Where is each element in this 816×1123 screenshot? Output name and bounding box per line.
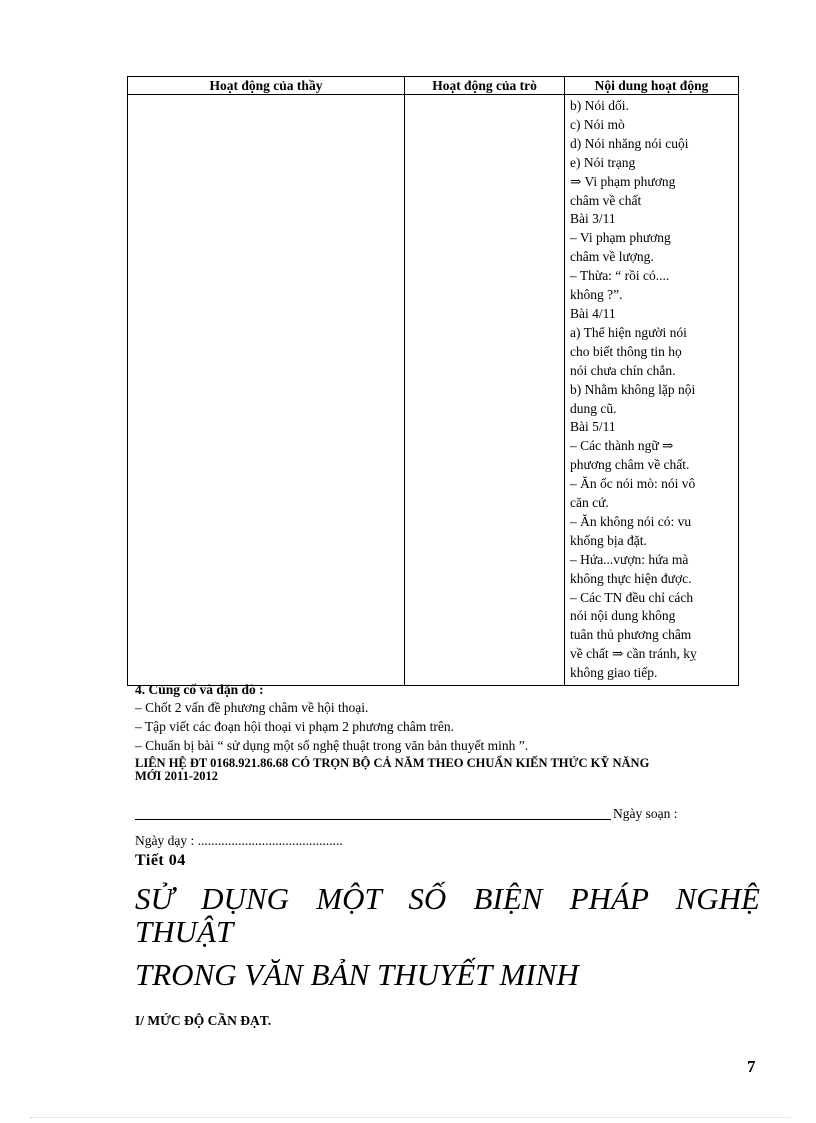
content-line: tuân thủ phương châm [570, 627, 692, 643]
period-number: Tiết 04 [135, 852, 186, 869]
content-line: nói nội dung không [570, 608, 676, 624]
objectives-heading: I/ MỨC ĐỘ CẦN ĐẠT. [135, 1013, 272, 1028]
content-line: cho biết thông tin họ [570, 343, 682, 359]
content-line: căn cứ. [570, 495, 609, 511]
lesson-title-line: SỬ DỤNG MỘT SỐ BIỆN PHÁP NGHỆ [135, 881, 760, 916]
contact-line: MỚI 2011-2012 [135, 769, 218, 783]
content-line: c) Nói mò [570, 116, 625, 132]
lesson-activity-table [127, 76, 739, 686]
content-line: châm về chất [570, 192, 642, 208]
content-line: châm về lượng. [570, 249, 654, 265]
contact-line: LIÊN HỆ ĐT 0168.921.86.68 CÓ TRỌN BỘ CẢ NĂM THEO CHUẨN KIẾN THỨC KỸ NĂNG [135, 756, 650, 770]
teacher-activity-cell [128, 95, 405, 686]
content-line: Bài 5/11 [570, 419, 616, 435]
content-line: – Ăn ốc nói mò: nói vô [570, 476, 696, 492]
table-header-row [128, 77, 739, 95]
content-line: b) Nhằm không lặp nội [570, 381, 696, 397]
activity-content-cell [565, 95, 739, 686]
teach-date-label: Ngày dạy : ........................................... [135, 833, 343, 848]
content-line: – Các TN đều chỉ cách [570, 589, 694, 605]
content-line: – Các thành ngữ ⇒ [570, 438, 674, 454]
header-activity-content: Nội dung hoạt động [565, 77, 739, 95]
content-line: – Ăn không nói có: vu [570, 513, 692, 529]
consolidation-item: – Chốt 2 vấn đề phương châm về hội thoại. [135, 700, 369, 715]
page-bottom-divider [30, 1117, 790, 1118]
contact-notice [135, 757, 765, 783]
content-line: không ?”. [570, 287, 623, 303]
prep-date-fill-line [135, 819, 611, 820]
page-number: 7 [747, 1057, 756, 1076]
content-line: không thực hiện được. [570, 570, 692, 586]
content-line: Bài 4/11 [570, 305, 616, 321]
content-line: d) Nói nhăng nói cuội [570, 135, 689, 151]
content-line: phương châm về chất. [570, 457, 690, 473]
content-line: a) Thể hiện người nói [570, 324, 687, 340]
content-line: không giao tiếp. [570, 665, 658, 681]
lesson-title-line: TRONG VĂN BẢN THUYẾT MINH [135, 957, 579, 992]
student-activity-cell [405, 95, 565, 686]
consolidation-heading: 4. Củng cố và dặn dò : [135, 682, 264, 697]
header-teacher-activity: Hoạt động của thầy [128, 77, 405, 95]
header-student-activity: Hoạt động của trò [405, 77, 565, 95]
consolidation-item: – Tập viết các đoạn hội thoại vi phạm 2 phương châm trên. [135, 719, 454, 734]
content-line: – Vi phạm phương [570, 230, 671, 246]
content-line: nói chưa chín chắn. [570, 362, 676, 378]
content-line: về chất ⇒ cần tránh, kỵ [570, 646, 697, 662]
consolidation-item: – Chuẩn bị bài “ sử dụng một số nghệ thuật trong văn bản thuyết minh ”. [135, 738, 529, 753]
content-line: ⇒ Vi phạm phương [570, 173, 676, 189]
prep-date-row [135, 806, 695, 826]
table-row [128, 95, 739, 686]
content-line: – Thừa: “ rồi có.... [570, 268, 670, 284]
prep-date-label: Ngày soạn : [613, 806, 678, 821]
content-line: Bài 3/11 [570, 211, 616, 227]
content-line: – Hứa...vượn: hứa mà [570, 551, 689, 567]
lesson-title-line: THUẬT [135, 914, 234, 949]
content-line: e) Nói trạng [570, 154, 636, 170]
content-line: dung cũ. [570, 400, 617, 416]
content-line: khống bịa đặt. [570, 532, 647, 548]
content-line: b) Nói dối. [570, 98, 629, 113]
